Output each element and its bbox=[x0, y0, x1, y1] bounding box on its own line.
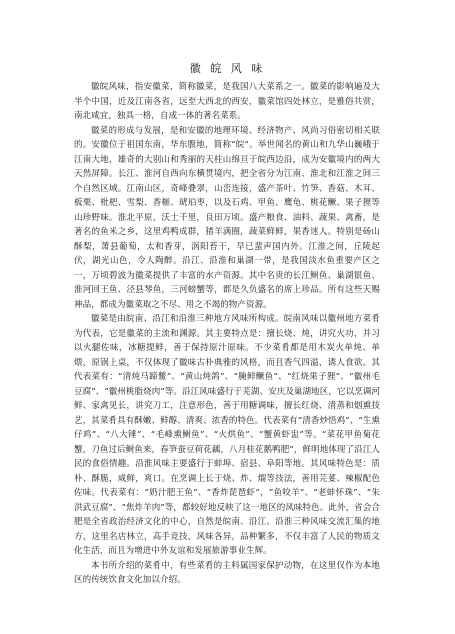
document-body bbox=[74, 80, 380, 588]
paragraph: 徽菜是由皖南、沿江和沿淮三种地方风味所构成。皖南风味以徽州地方菜肴为代表，它是徽菜的主流和渊源。其主要特点是：擅长烧、炖，讲究火功，并习以火腿佐味，冰糖提鲜，善于保持原汁原味。不少菜肴都是用木炭火单炖、单煨，原锅上桌，不仅体现了徽味古朴典雅的风格，而且香气四溢，诱人食欲。其代表菜有：“清炖马蹄鳖”、“黄山炖鸽”、“腌鲜鳜鱼”、“红烧果子狸”、“徽州毛豆腐”、“徽州桃脂烧肉”等。沿江风味盛行于芜湖、安庆及巢湖地区，它以烹调河鲜、家禽见长，讲究刀工，注意形色，善于用糖调味，擅长红烧、清蒸和烟熏技艺，其菜肴具有酥嫩、鲜醇、清爽、浓香的特色。代表菜有“清香炒悟鸡”、“生熏仔鸡”、“八大锤”、“毛峰熏鲥鱼”、“火烘鱼”、“蟹黄虾盅”等。“菜花甲鱼菊花蟹，刀鱼过后鲥鱼来，春笋蚕豆荷花藕，八月桂花鹅鸭肥”，鲜明地体现了沿江人民的食俗情趣。沿淮风味主要盛行于蚌埠、宿县、阜阳等地。其风味特色是：质朴、酥脆，咸鲜，爽口。在烹调上长于烧、炸、熘等技法，善用芫荽、辣椒配色佐味。代表菜有：“奶汁肥王鱼”、“香炸琵琶虾”，“鱼咬羊”、“老蚌怀珠”、“朱洪武豆腐”、“焦炸羊肉”等，都较好地反映了这一地区的风味特色。此外，省会合肥是全省政治经济文化的中心，自然是皖南、沿江、沿淮三种风味交流汇集的地方，这里名店林立，高手竞技，风味各异，品种繁多，不仅丰富了人民的物质文化生活，而且为增进中外友谊和发展旅游事业生辉。 bbox=[74, 314, 380, 556]
paragraph: 徽皖风味，指安徽菜，简称徽菜，是我国八大菜系之一。徽菜的影响遍及大半个中国，近及江南各省，远至大西北的西安，徽菜馆四处林立，是雅俗共赏，南北咸宜，独具一格，自成一体的著名菜系。 bbox=[74, 82, 380, 121]
paragraph: 本书所介绍的菜肴中，有些菜肴的主料属国家保护动物，在这里仅作为本地区的传统饮食文化加以介绍。 bbox=[74, 560, 380, 585]
paragraph: 徽菜的形成与发展，是和安徽的地理环境、经济物产、风尚习俗密切相关联的。安徽位于祖国东南，华东腹地，简称“皖”。举世闻名的黄山和九华山巍峨于江南大地，雄奇的大别山和秀丽的天柱山绵亘于皖西边沿，成为安徽境内的两大天然屏障。长江、淮河自西向东横贯境内，把全省分为江南、淮北和江淮之间三个自然区域。江南山区，奇峰叠翠，山峦连接，盛产茶叶、竹笋、香菇、木耳、板栗、枇杷、雪梨、香榧、琥珀枣，以及石鸡、甲鱼、鹰龟、桃花鳜、果子狸等山珍野味。淮北平原，沃土千里，良田万顷。盛产粮食、油料、蔬果、禽畜，是著名的鱼米之乡，这里鸡鸭成群，猪羊满圈，蔬菜鲜鲜，果香迷人。特别是砀山酥梨，萧县葡萄，太和香芽，涡阳苔干，早已蜚声国内外。江淮之间，丘陵起伏，湖光山色，令人陶醉。沿江、沿淮和巢湖一带，是我国淡水鱼重要产区之一，万顷碧波为徽菜提供了丰富的水产资源。其中名贵的长江鲥鱼、巢湖银鱼、淮河回王鱼、泾县琴鱼，三河螃蟹等，都是久负盛名的席上珍品。所有这些天赐神品，都成为徽菜取之不尽、用之不竭的物产资源。 bbox=[74, 125, 380, 310]
document-title: 徽 皖 风 味 bbox=[189, 62, 266, 75]
